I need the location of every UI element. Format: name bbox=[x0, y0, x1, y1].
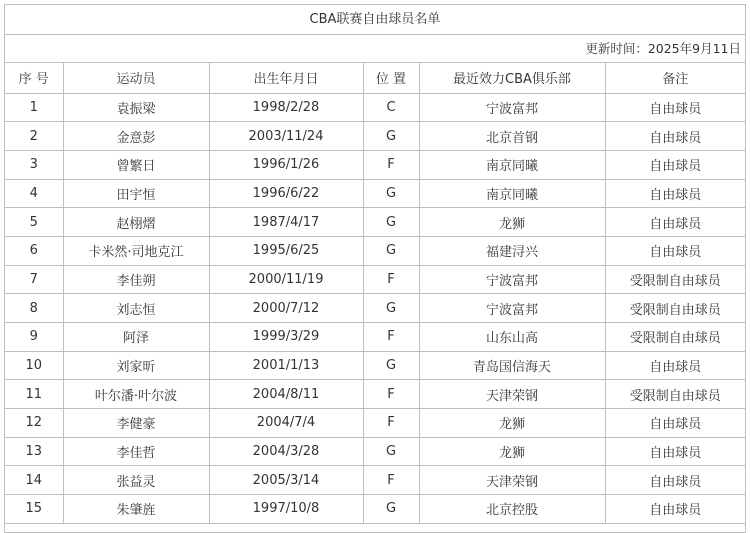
cell-player: 朱肇旌 bbox=[63, 495, 209, 524]
cell-note: 受限制自由球员 bbox=[605, 294, 745, 323]
cell-birthdate: 2005/3/14 bbox=[209, 466, 363, 495]
cell-club: 龙狮 bbox=[419, 208, 605, 237]
cell-club: 北京首钢 bbox=[419, 122, 605, 151]
cell-index: 6 bbox=[5, 236, 63, 265]
cell-birthdate: 1997/10/8 bbox=[209, 495, 363, 524]
table-row bbox=[5, 179, 745, 208]
cell-club: 宁波富邦 bbox=[419, 265, 605, 294]
cell-birthdate: 2003/11/24 bbox=[209, 122, 363, 151]
cell-position: G bbox=[363, 179, 419, 208]
cell-index: 10 bbox=[5, 351, 63, 380]
cell-index: 12 bbox=[5, 409, 63, 438]
column-header-index: 序 号 bbox=[5, 63, 63, 93]
cell-player: 张益灵 bbox=[63, 466, 209, 495]
cell-club: 福建浔兴 bbox=[419, 236, 605, 265]
cell-position: F bbox=[363, 380, 419, 409]
cell-index: 5 bbox=[5, 208, 63, 237]
header-row bbox=[5, 63, 745, 93]
cell-club: 北京控股 bbox=[419, 495, 605, 524]
cell-note: 受限制自由球员 bbox=[605, 380, 745, 409]
cell-club: 龙狮 bbox=[419, 409, 605, 438]
cell-note: 自由球员 bbox=[605, 122, 745, 151]
cell-index: 14 bbox=[5, 466, 63, 495]
cell-index: 1 bbox=[5, 93, 63, 122]
cell-position: G bbox=[363, 122, 419, 151]
cell-birthdate: 2001/1/13 bbox=[209, 351, 363, 380]
column-header-birthdate: 出生年月日 bbox=[209, 63, 363, 93]
sheet-title: CBA联赛自由球员名单 bbox=[5, 4, 745, 35]
cell-player: 李佳哲 bbox=[63, 437, 209, 466]
cell-birthdate: 1995/6/25 bbox=[209, 236, 363, 265]
cell-note: 自由球员 bbox=[605, 351, 745, 380]
table-row bbox=[5, 294, 745, 323]
cell-player: 卡米然·司地克江 bbox=[63, 236, 209, 265]
table-row bbox=[5, 150, 745, 179]
cell-index: 9 bbox=[5, 323, 63, 352]
cell-note: 自由球员 bbox=[605, 93, 745, 122]
cell-position: G bbox=[363, 495, 419, 524]
table-row bbox=[5, 495, 745, 524]
cell-birthdate: 1996/6/22 bbox=[209, 179, 363, 208]
cell-player: 阿泽 bbox=[63, 323, 209, 352]
cell-note: 自由球员 bbox=[605, 437, 745, 466]
table-row bbox=[5, 265, 745, 294]
table-row bbox=[5, 380, 745, 409]
cell-club: 宁波富邦 bbox=[419, 294, 605, 323]
cell-index: 7 bbox=[5, 265, 63, 294]
cell-birthdate: 2000/11/19 bbox=[209, 265, 363, 294]
cell-note: 自由球员 bbox=[605, 150, 745, 179]
cell-player: 刘志恒 bbox=[63, 294, 209, 323]
cell-player: 刘家昕 bbox=[63, 351, 209, 380]
cell-position: G bbox=[363, 208, 419, 237]
table-row bbox=[5, 93, 745, 122]
player-table bbox=[5, 63, 745, 524]
cell-player: 田宇恒 bbox=[63, 179, 209, 208]
cell-position: G bbox=[363, 294, 419, 323]
cell-index: 4 bbox=[5, 179, 63, 208]
cell-birthdate: 1996/1/26 bbox=[209, 150, 363, 179]
cell-club: 南京同曦 bbox=[419, 150, 605, 179]
table-body bbox=[5, 93, 745, 523]
table-footer bbox=[5, 524, 745, 533]
cell-birthdate: 2004/3/28 bbox=[209, 437, 363, 466]
cell-club: 青岛国信海天 bbox=[419, 351, 605, 380]
update-time: 更新时间：2025年9月11日 bbox=[5, 35, 745, 63]
cell-player: 袁振梁 bbox=[63, 93, 209, 122]
cell-position: G bbox=[363, 351, 419, 380]
cell-player: 李健豪 bbox=[63, 409, 209, 438]
column-header-position: 位 置 bbox=[363, 63, 419, 93]
cell-index: 15 bbox=[5, 495, 63, 524]
cell-position: F bbox=[363, 265, 419, 294]
cell-note: 自由球员 bbox=[605, 409, 745, 438]
cell-birthdate: 2004/7/4 bbox=[209, 409, 363, 438]
cell-note: 自由球员 bbox=[605, 208, 745, 237]
column-header-club: 最近效力CBA俱乐部 bbox=[419, 63, 605, 93]
table-row bbox=[5, 351, 745, 380]
cell-position: G bbox=[363, 437, 419, 466]
cell-player: 李佳朔 bbox=[63, 265, 209, 294]
cell-player: 曾繁日 bbox=[63, 150, 209, 179]
cell-index: 3 bbox=[5, 150, 63, 179]
free-agent-sheet bbox=[4, 4, 746, 533]
cell-birthdate: 1999/3/29 bbox=[209, 323, 363, 352]
cell-club: 南京同曦 bbox=[419, 179, 605, 208]
cell-birthdate: 1998/2/28 bbox=[209, 93, 363, 122]
cell-position: C bbox=[363, 93, 419, 122]
cell-index: 13 bbox=[5, 437, 63, 466]
cell-player: 叶尔潘·叶尔波 bbox=[63, 380, 209, 409]
table-row bbox=[5, 236, 745, 265]
cell-index: 8 bbox=[5, 294, 63, 323]
cell-club: 天津荣钢 bbox=[419, 380, 605, 409]
cell-position: G bbox=[363, 236, 419, 265]
cell-club: 山东山高 bbox=[419, 323, 605, 352]
cell-player: 金意彭 bbox=[63, 122, 209, 151]
cell-index: 11 bbox=[5, 380, 63, 409]
cell-position: F bbox=[363, 150, 419, 179]
cell-note: 自由球员 bbox=[605, 236, 745, 265]
cell-position: F bbox=[363, 466, 419, 495]
cell-note: 受限制自由球员 bbox=[605, 265, 745, 294]
table-row bbox=[5, 122, 745, 151]
cell-note: 自由球员 bbox=[605, 466, 745, 495]
table-row bbox=[5, 409, 745, 438]
cell-note: 自由球员 bbox=[605, 179, 745, 208]
cell-player: 赵栩熠 bbox=[63, 208, 209, 237]
cell-club: 宁波富邦 bbox=[419, 93, 605, 122]
table-row bbox=[5, 208, 745, 237]
cell-index: 2 bbox=[5, 122, 63, 151]
cell-position: F bbox=[363, 323, 419, 352]
column-header-note: 备注 bbox=[605, 63, 745, 93]
cell-birthdate: 2004/8/11 bbox=[209, 380, 363, 409]
table-row bbox=[5, 323, 745, 352]
cell-birthdate: 2000/7/12 bbox=[209, 294, 363, 323]
cell-birthdate: 1987/4/17 bbox=[209, 208, 363, 237]
column-header-player: 运动员 bbox=[63, 63, 209, 93]
cell-note: 自由球员 bbox=[605, 495, 745, 524]
cell-note: 受限制自由球员 bbox=[605, 323, 745, 352]
table-row bbox=[5, 466, 745, 495]
cell-club: 龙狮 bbox=[419, 437, 605, 466]
cell-position: F bbox=[363, 409, 419, 438]
cell-club: 天津荣钢 bbox=[419, 466, 605, 495]
table-row bbox=[5, 437, 745, 466]
